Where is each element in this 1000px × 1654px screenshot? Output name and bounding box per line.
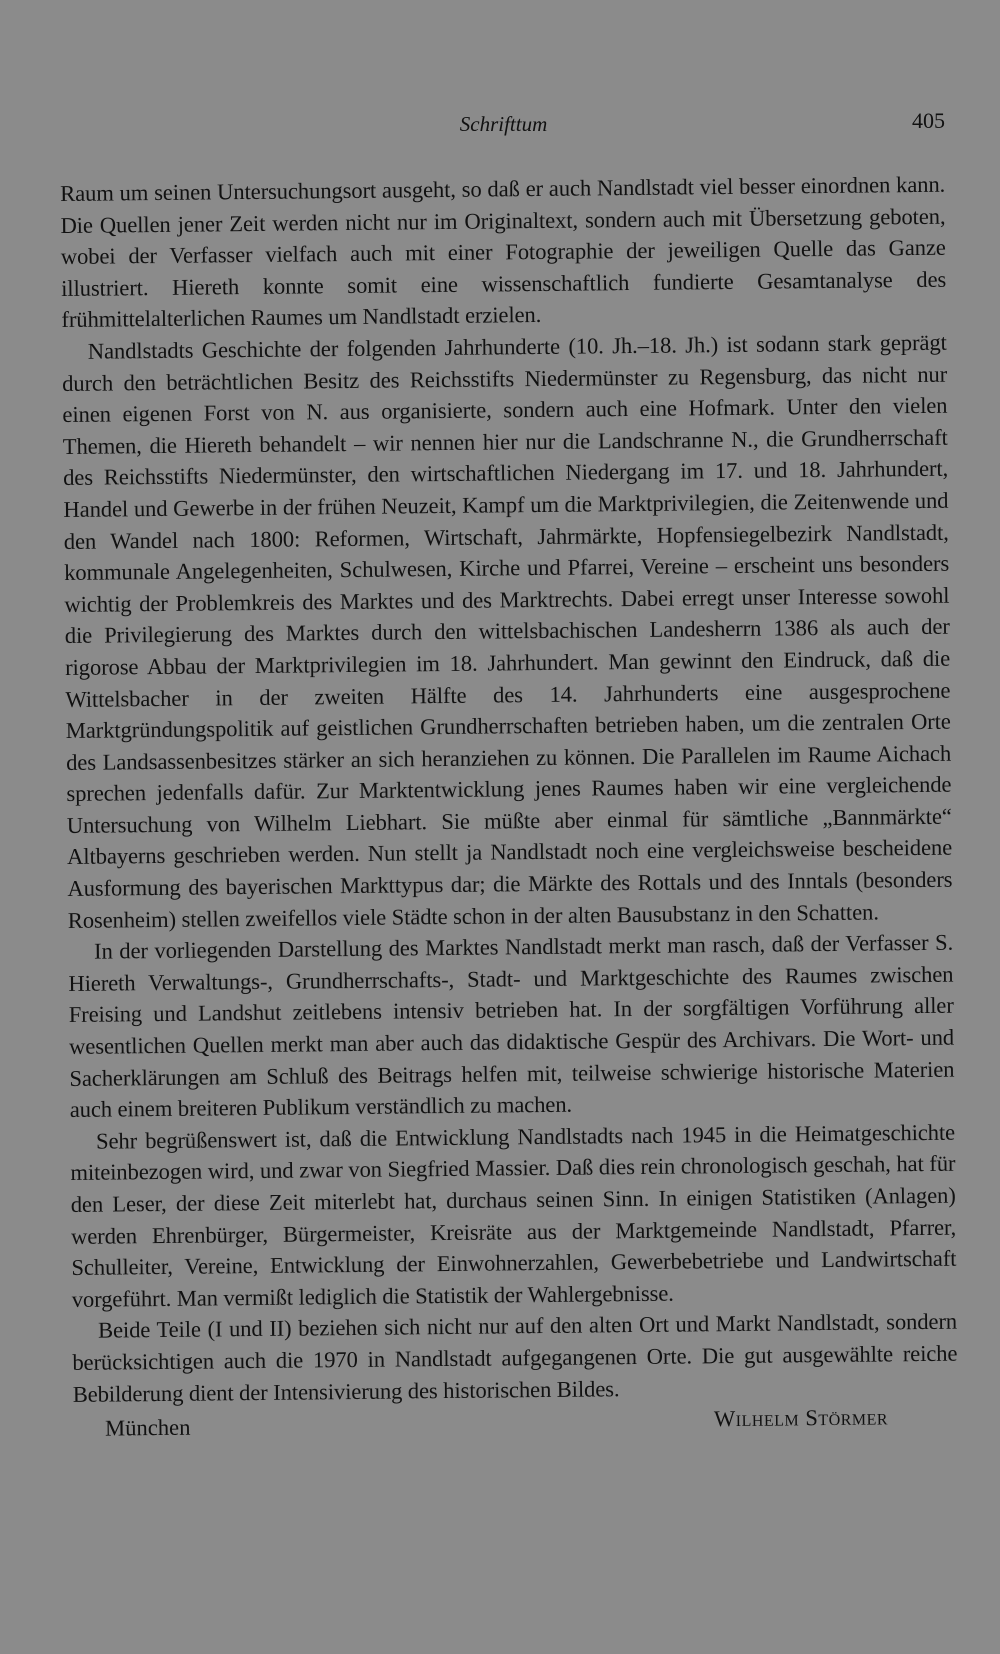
- paragraph-5: Beide Teile (I und II) beziehen sich nicht nur auf den alten Ort und Markt Nandlstadt, sondern berücksichtigen auch die 1970 in Nandlstadt aufgegangenen Orte. Die gut ausgewählte reiche Bebilderung dient der Intensivierung des historischen Bildes.: [72, 1309, 958, 1407]
- page-number: 405: [912, 108, 945, 133]
- paragraph-4: Sehr begrüßenswert ist, daß die Entwicklung Nandlstadts nach 1945 in die Heimatgeschichte miteinbezogen wird, und zwar von Siegfried Massier. Daß dies rein chronologisch geschah, hat für den Leser, der diese Zeit miterlebt hat, durchaus seinen Sinn. In einigen Statistiken (Anlagen) werden Ehrenbürger, Bürgermeister, Kreisräte aus der Marktgemeinde Nandlstadt, Pfarrer, Schulleiter, Vereine, Entwicklung der Einwohnerzahlen, Gewerbebetriebe und Landwirtschaft vorgeführt. Man vermißt lediglich die Statistik der Wahlergebnisse.: [70, 1119, 957, 1312]
- signature-author: Wilhelm Störmer: [713, 1404, 889, 1432]
- running-title: Schrifttum: [459, 112, 548, 136]
- paragraph-3: In der vorliegenden Darstellung des Marktes Nandlstadt merkt man rasch, daß der Verfasser S. Hiereth Verwaltungs-, Grundherrschafts-, Stadt- und Marktgeschichte des Raumes zwischen Freising und Landshut zeitlebens intensiv betrieben hat. In der sorgfältigen Vorführung aller wesentlichen Quellen merkt man aber auch das didaktische Gespür des Archivars. Die Wort- und Sacherklärungen am Schluß des Beitrags helfen mit, teilweise schwierige historische Materien auch einem breiteren Publikum verständlich zu machen.: [68, 929, 955, 1123]
- signature-place: München: [104, 1414, 191, 1441]
- running-head: [62, 104, 945, 144]
- body-text: [60, 169, 958, 1444]
- paragraph-1: Raum um seinen Untersuchungsort ausgeht, so daß er auch Nandlstadt viel besser einordnen kann. Die Quellen jener Zeit werden nicht nur im Originaltext, sondern auch mit Übersetzung geboten, wobei der Verfasser vielfach auch mit einer Fotographie der jeweiligen Quelle das Ganze illustriert. Hiereth konnte somit eine wissenschaftlich fundierte Gesamtanalyse des frühmittelalterlichen Raumes um Nandlstadt erzielen.: [60, 171, 947, 333]
- paragraph-2: Nandlstadts Geschichte der folgenden Jahrhunderte (10. Jh.–18. Jh.) ist sodann stark geprägt durch den beträchtlichen Besitz des Reichsstifts Niedermünster zu Regensburg, das nicht nur einen eigenen Forst von N. aus organisierte, sondern auch eine Hofmark. Unter den vielen Themen, die Hiereth behandelt – wir nennen hier nur die Landschranne N., die Grundherrschaft des Reichsstifts Niedermünster, den wirtschaftlichen Niedergang im 17. und 18. Jahrhundert, Handel und Gewerbe in der frühen Neuzeit, Kampf um die Marktprivilegien, die Zeitenwende und den Wandel nach 1800: Reformen, Wirtschaft, Jahrmärkte, Hopfensiegelbezirk Nandlstadt, kommunale Angelegenheiten, Schulwesen, Kirche und Pfarrei, Vereine – erscheint uns besonders wichtig der Problemkreis des Marktes und des Marktrechts. Dabei erregt unser Interesse sowohl die Privilegierung des Marktes durch den wittelsbachischen Landesherrn 1386 als auch der rigorose Abbau der Marktprivilegien im 18. Jahrhundert. Man gewinnt den Eindruck, daß die Wittelsbacher in der zweiten Hälfte des 14. Jahrhunderts eine ausgesprochene Marktgründungspolitik auf geistlichen Grundherrschaften betrieben haben, um die zentralen Orte des Landsassenbesitzes stärker an sich heranziehen zu können. Die Parallelen im Raume Aichach sprechen jedenfalls dafür. Zur Marktentwicklung jenes Raumes haben wir eine vergleichende Untersuchung von Wilhelm Liebhart. Sie müßte aber einmal für sämtliche „Bannmärkte“ Altbayerns geschrieben werden. Nun stellt ja Nandlstadt noch eine vergleichsweise bescheidene Ausformung des bayerischen Markttypus dar; die Märkte des Rottals und des Inntals (besonders Rosenheim) stellen zweifellos viele Städte schon in der alten Bausubstanz in den Schatten.: [62, 329, 953, 933]
